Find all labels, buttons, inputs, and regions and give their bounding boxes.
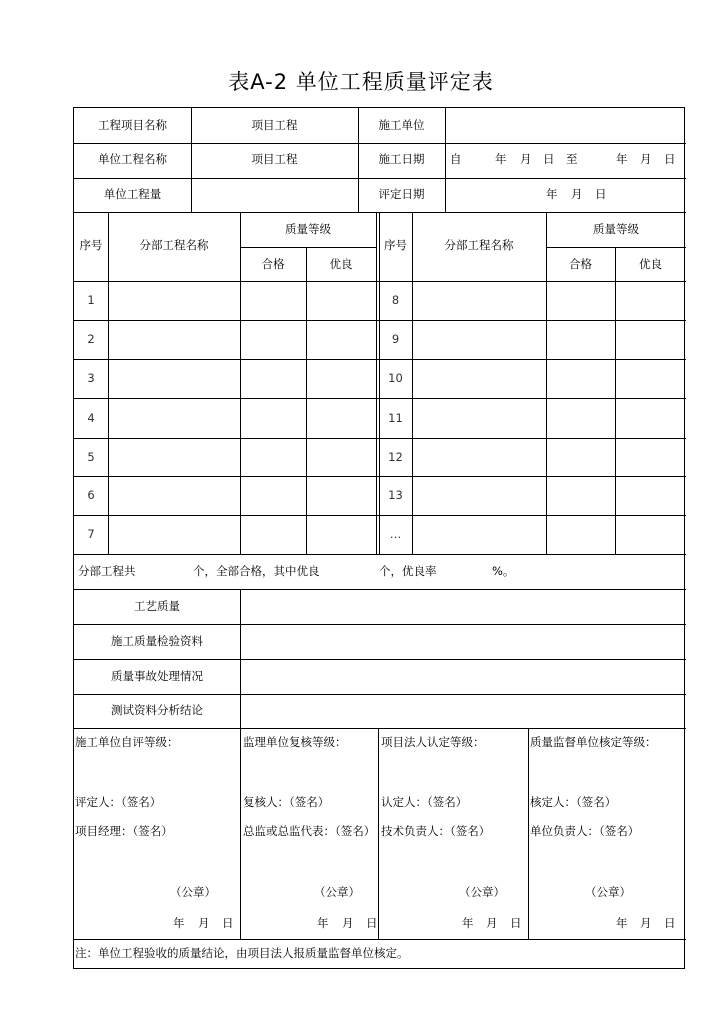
quality-verifier: 核定人：（签名） xyxy=(530,795,617,809)
row-number: 13 xyxy=(388,488,403,502)
date-from-day: 日 xyxy=(543,152,555,166)
part-name-header-left: 分部工程名称 xyxy=(139,238,209,252)
eval-date-label: 评定日期 xyxy=(378,187,425,201)
evaluation-form xyxy=(73,107,685,969)
row-number: 2 xyxy=(87,332,95,346)
quality-supervision-grade: 质量监督单位核定等级： xyxy=(530,735,657,749)
summary-part2: 个，全部合格，其中优良 xyxy=(193,564,320,578)
quality-date-day: 日 xyxy=(664,916,676,930)
date-from-year: 年 xyxy=(495,152,507,166)
quality-date-year: 年 xyxy=(616,916,628,930)
supervisor-review-grade: 监理单位复核等级： xyxy=(243,735,347,749)
seq-header-right: 序号 xyxy=(384,238,407,252)
grade-header-left: 质量等级 xyxy=(285,222,331,236)
quality-date-month: 月 xyxy=(640,916,652,930)
eval-date-year: 年 xyxy=(546,187,558,201)
supervisor-date-month: 月 xyxy=(342,916,354,930)
contractor-manager: 项目经理：（签名） xyxy=(75,824,173,838)
pass-header-right: 合格 xyxy=(569,257,592,271)
test-analysis-label: 测试资料分析结论 xyxy=(111,703,203,717)
owner-date-year: 年 xyxy=(462,916,474,930)
grade-header-right: 质量等级 xyxy=(593,222,639,236)
row-number: 12 xyxy=(388,450,403,464)
contractor-date-month: 月 xyxy=(198,916,210,930)
contractor-date-year: 年 xyxy=(173,916,185,930)
page-title: 表A-2 单位工程质量评定表 xyxy=(228,70,494,94)
pass-header-left: 合格 xyxy=(261,257,285,271)
row-number: 1 xyxy=(87,293,95,307)
contractor-date-day: 日 xyxy=(222,916,234,930)
technical-lead: 技术负责人：（签名） xyxy=(381,824,491,838)
contractor-self-grade: 施工单位自评等级： xyxy=(75,735,179,749)
seq-header-left: 序号 xyxy=(79,238,103,252)
row-number: 11 xyxy=(388,411,403,425)
supervisor-date-day: 日 xyxy=(366,916,378,930)
date-to-month: 月 xyxy=(640,152,652,166)
date-to-year: 年 xyxy=(616,152,628,166)
unit-name-label: 单位工程名称 xyxy=(98,152,167,166)
quality-seal: （公章） xyxy=(585,885,631,899)
project-name-label: 工程项目名称 xyxy=(98,118,167,132)
supervisor-seal: （公章） xyxy=(314,885,360,899)
accident-handling-label: 质量事故处理情况 xyxy=(111,669,203,683)
row-number: 8 xyxy=(391,293,400,307)
footnote: 注：单位工程验收的质量结论，由项目法人报质量监督单位核定。 xyxy=(75,946,409,960)
part-name-header-right: 分部工程名称 xyxy=(444,238,514,252)
owner-confirmer: 认定人：（签名） xyxy=(381,795,468,809)
row-number: 10 xyxy=(388,371,403,385)
owner-confirm-grade: 项目法人认定等级： xyxy=(381,735,485,749)
contractor-evaluator: 评定人：（签名） xyxy=(75,795,162,809)
date-from-month: 月 xyxy=(520,152,532,166)
unit-head: 单位负责人：（签名） xyxy=(530,824,640,838)
row-number: 3 xyxy=(87,371,95,385)
summary-part3: 个，优良率 xyxy=(379,564,437,578)
owner-date-month: 月 xyxy=(486,916,498,930)
summary-part4: %。 xyxy=(492,564,515,578)
eval-date-month: 月 xyxy=(571,187,583,201)
supervisor-reviewer: 复核人：（签名） xyxy=(243,795,330,809)
date-to-day: 日 xyxy=(664,152,676,166)
summary-part1: 分部工程共 xyxy=(78,564,136,578)
owner-seal: （公章） xyxy=(459,885,505,899)
date-to: 至 xyxy=(566,152,578,166)
unit-quantity-label: 单位工程量 xyxy=(103,187,162,201)
row-number: 9 xyxy=(391,332,400,346)
inspection-records-label: 施工质量检验资料 xyxy=(111,634,203,648)
supervisor-date-year: 年 xyxy=(317,916,329,930)
date-from: 自 xyxy=(450,152,462,166)
row-number: 5 xyxy=(87,450,95,464)
excellent-header-right: 优良 xyxy=(639,257,662,271)
eval-date-day: 日 xyxy=(595,187,607,201)
construction-date-label: 施工日期 xyxy=(378,152,425,166)
contractor-seal: （公章） xyxy=(170,885,216,899)
project-name-value: 项目工程 xyxy=(251,118,298,132)
contractor-label: 施工单位 xyxy=(378,118,425,132)
process-quality-label: 工艺质量 xyxy=(134,599,180,613)
row-number: 7 xyxy=(87,527,95,541)
row-number: … xyxy=(389,527,402,541)
row-number: 4 xyxy=(87,411,95,425)
row-number: 6 xyxy=(87,488,95,502)
chief-supervisor: 总监或总监代表：（签名） xyxy=(243,824,376,838)
unit-name-value: 项目工程 xyxy=(251,152,298,166)
owner-date-day: 日 xyxy=(510,916,522,930)
excellent-header-left: 优良 xyxy=(329,257,353,271)
